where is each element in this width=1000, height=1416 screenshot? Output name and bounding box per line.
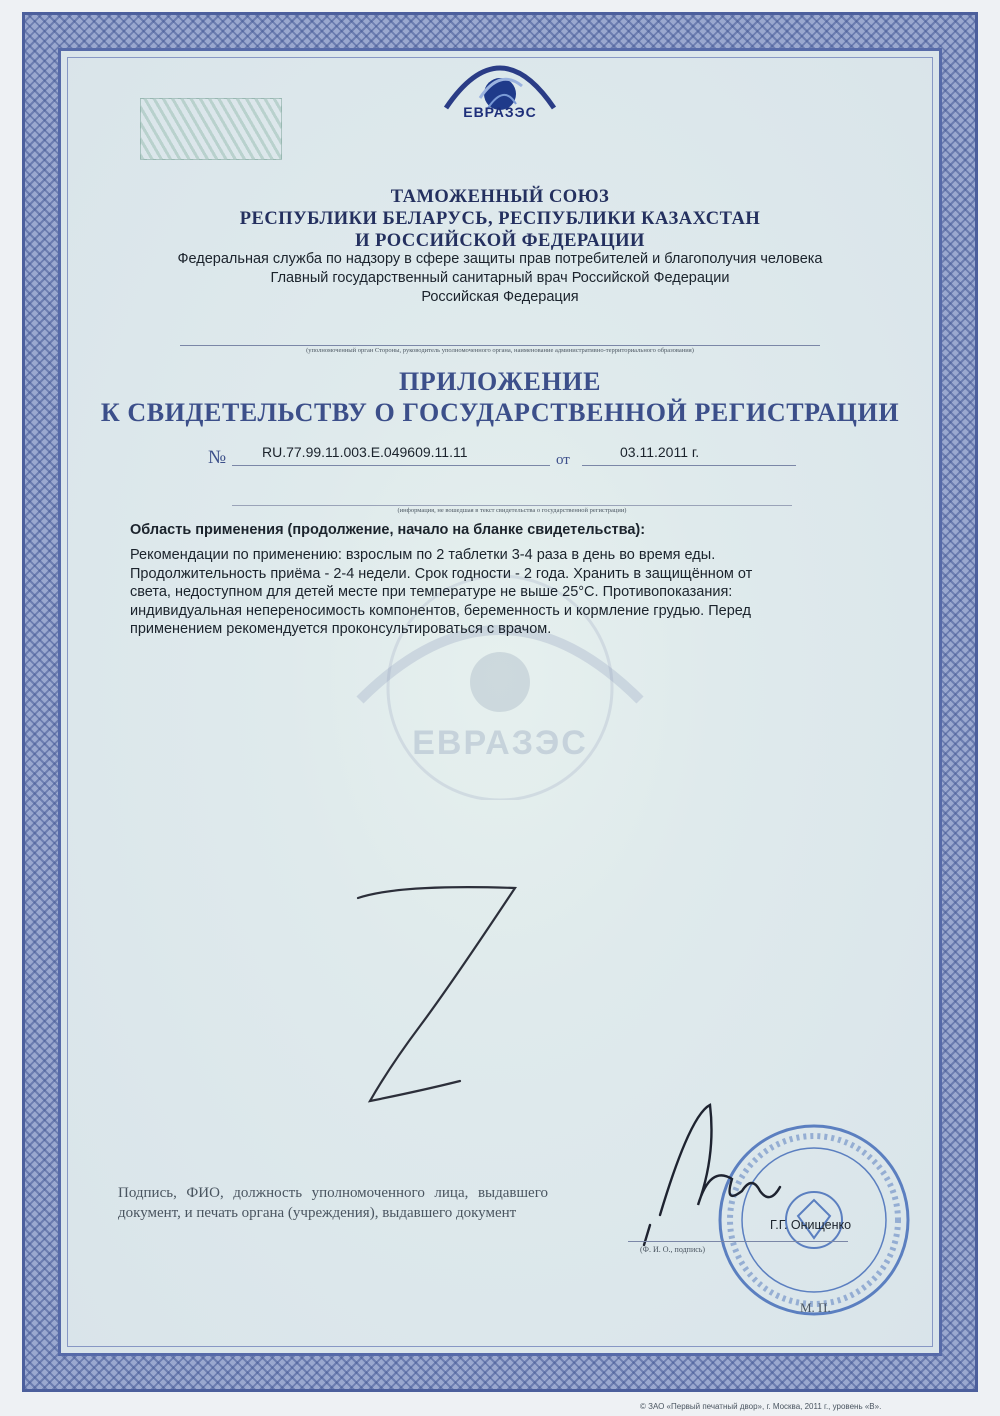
authority-rule — [180, 345, 820, 346]
number-underline — [232, 465, 550, 466]
from-label: от — [556, 452, 570, 468]
scope-text — [130, 546, 850, 639]
handwritten-signature — [620, 1095, 790, 1255]
union-title-line-1: ТАМОЖЕННЫЙ СОЮЗ — [390, 187, 610, 207]
title-line-2: К СВИДЕТЕЛЬСТВУ О ГОСУДАРСТВЕННОЙ РЕГИСТРАЦИИ — [100, 398, 900, 427]
logo-text: ЕВРАЗЭС — [463, 104, 537, 120]
authority-caption: (уполномоченный орган Стороны, руководитель уполномоченного органа, наименование административно-территориального образования) — [306, 347, 694, 354]
agency-line-3: Российская Федерация — [421, 289, 579, 305]
registration-date: 03.11.2011 г. — [620, 444, 700, 460]
blank-space-z-mark — [330, 876, 540, 1126]
signatory-name: Г.Г. Онищенко — [770, 1218, 852, 1232]
fio-caption: (Ф. И. О., подпись) — [640, 1245, 706, 1254]
scope-line: света, недоступном для детей месте при температуре не выше 25°С. Противопоказания: — [130, 584, 733, 601]
registration-number: RU.77.99.11.003.Е.049609.11.11 — [262, 444, 468, 460]
agency-line-1: Федеральная служба по надзору в сфере защиты прав потребителей и благополучия человека — [177, 251, 823, 267]
signature-underline — [628, 1241, 848, 1242]
signature-caption: Подпись, ФИО, должность уполномоченного лица, выдавшего документ, и печать органа (учреждения), выдавшего документ — [118, 1185, 548, 1221]
number-sign: № — [208, 447, 227, 468]
seal-placeholder-label: М. П. — [800, 1300, 831, 1315]
scope-line: применением рекомендуется проконсультироваться с врачом. — [130, 621, 552, 638]
scope-line: индивидуальная непереносимость компонентов, беременность и кормление грудью. Перед — [130, 602, 751, 619]
watermark-text: ЕВРАЗЭС — [412, 724, 588, 762]
union-title-line-2: РЕСПУБЛИКИ БЕЛАРУСЬ, РЕСПУБЛИКИ КАЗАХСТАН — [239, 209, 761, 229]
title-line-1: ПРИЛОЖЕНИЕ — [398, 367, 602, 396]
date-underline — [582, 465, 796, 466]
hologram-patch — [140, 98, 282, 160]
agency-line-2: Главный государственный санитарный врач Российской Федерации — [270, 270, 730, 286]
union-title-line-3: И РОССИЙСКОЙ ФЕДЕРАЦИИ — [355, 231, 645, 251]
scope-line: Продолжительность приёма - 2-4 недели. Срок годности - 2 года. Хранить в защищённом от — [130, 565, 753, 582]
info-caption: (информация, не вошедшая в текст свидетельства о государственной регистрации) — [397, 507, 627, 514]
printer-imprint: © ЗАО «Первый печатный двор», г. Москва, 2011 г., уровень «В». — [640, 1402, 882, 1411]
scope-heading: Область применения (продолжение, начало на бланке свидетельства): — [130, 522, 646, 538]
info-rule — [232, 505, 792, 506]
scope-line: Рекомендации по применению: взрослым по 2 таблетки 3-4 раза в день во время еды. — [130, 547, 716, 563]
